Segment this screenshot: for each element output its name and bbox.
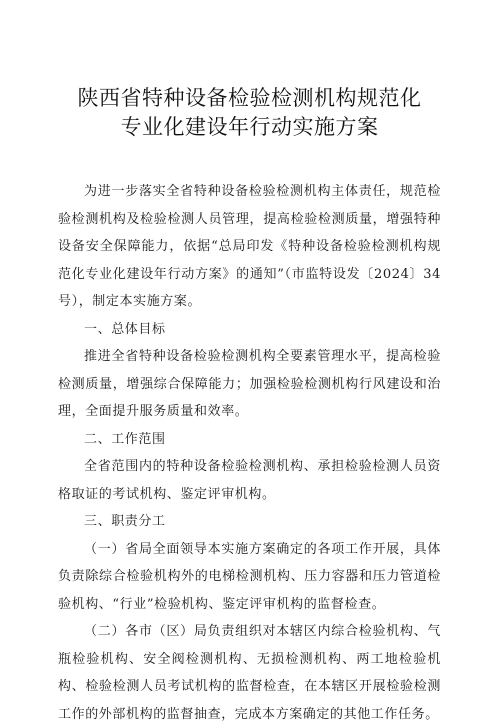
document-body — [58, 178, 441, 728]
section-2-heading: 二、工作范围 — [84, 431, 166, 447]
section-3-item-2: （二）各市（区）局负责组织对本辖区内综合检验机构、气瓶检验机构、安全阀检测机构、无损检测机构、两工地检验机构、检验检测人员考试机构的监督检查，在本辖区开展检验检测工作的外部机构的监督抽查，完成本方案确定的其他工作任务。 — [58, 624, 441, 722]
section-1-heading: 一、总体目标 — [84, 321, 166, 337]
title-line-2: 专业化建设年行动实施方案 — [120, 115, 379, 139]
title-line-1: 陕西省特种设备检验检测机构规范化 — [77, 86, 422, 110]
section-2-text: 全省范围内的特种设备检验检测机构、承担检验检测人员资格取证的考试机构、鉴定评审机构。 — [58, 459, 441, 502]
section-3-item-1: （一）省局全面领导本实施方案确定的各项工作开展，具体负责除综合检验机构外的电梯检测机构、压力容器和压力管道检验机构、“行业”检验机构、鉴定评审机构的监督检查。 — [58, 541, 441, 612]
section-3-heading: 三、职责分工 — [84, 514, 166, 529]
document-title — [58, 0, 441, 142]
intro-paragraph: 为进一步落实全省特种设备检验检测机构主体责任，规范检验检测机构及检验检测人员管理，提高检验检测质量，增强特种设备安全保障能力，依据“总局印发《特种设备检验检测机构规范化专业化建设年行动方案》的通知”（市监特设发〔2024〕34号），制定本实施方案。 — [58, 184, 441, 309]
section-1-text: 推进全省特种设备检验检测机构全要素管理水平，提高检验检测质量，增强综合保障能力；加强检验检测机构行风建设和治理，全面提升服务质量和效率。 — [58, 349, 441, 419]
